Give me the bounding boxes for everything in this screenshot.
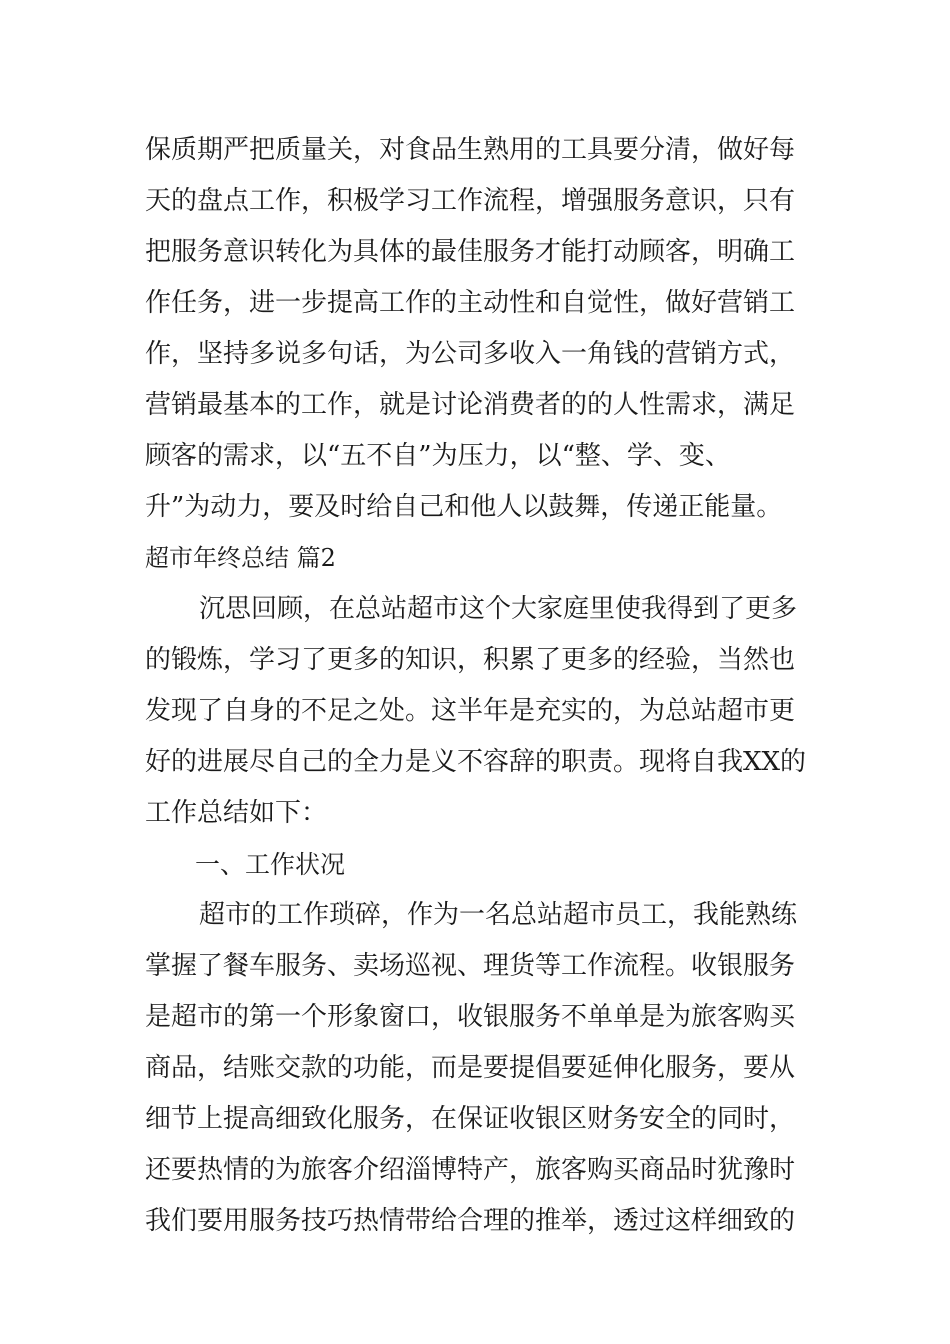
paragraph-line: 细节上提高细致化服务，在保证收银区财务安全的同时，: [145, 1104, 796, 1134]
paragraph-line: 顾客的需求，以“五不自”为压力，以“整、学、变、: [145, 441, 731, 471]
paragraph-line: 升”为动力，要及时给自己和他人以鼓舞，传递正能量。: [145, 492, 783, 522]
paragraph-line: 作任务，进一步提高工作的主动性和自觉性，做好营销工: [145, 288, 796, 318]
paragraph-line: 还要热情的为旅客介绍淄博特产，旅客购买商品时犹豫时: [145, 1155, 796, 1185]
paragraph-line: 作，坚持多说多句话，为公司多收入一角钱的营销方式，: [145, 339, 796, 369]
paragraph-line: 好的进展尽自己的全力是义不容辞的职责。现将自我XX的: [145, 747, 807, 777]
paragraph-line: 营销最基本的工作，就是讨论消费者的的人性需求，满足: [145, 390, 796, 420]
paragraph-line: 天的盘点工作，积极学习工作流程，增强服务意识，只有: [145, 186, 796, 216]
paragraph-line: 保质期严把质量关，对食品生熟用的工具要分清，做好每: [145, 135, 796, 165]
paragraph-line: 商品，结账交款的功能，而是要提倡要延伸化服务，要从: [145, 1053, 796, 1083]
subsection-title: 一、工作状况: [195, 850, 346, 879]
paragraph-line: 的锻炼，学习了更多的知识，积累了更多的经验，当然也: [145, 645, 796, 675]
section-title: 超市年终总结 篇2: [145, 544, 336, 572]
paragraph-line: 把服务意识转化为具体的最佳服务才能打动顾客，明确工: [145, 237, 796, 267]
paragraph-line: 工作总结如下：: [145, 798, 328, 828]
paragraph-line: 掌握了餐车服务、卖场巡视、理货等工作流程。收银服务: [145, 951, 796, 981]
paragraph-line: 我们要用服务技巧热情带给合理的推举，透过这样细致的: [145, 1206, 796, 1236]
paragraph-line: 超市的工作琐碎，作为一名总站超市员工，我能熟练: [199, 900, 798, 930]
paragraph-line: 沉思回顾，在总站超市这个大家庭里使我得到了更多: [199, 594, 798, 624]
paragraph-line: 是超市的第一个形象窗口，收银服务不单单是为旅客购买: [145, 1002, 796, 1032]
document-body: [145, 125, 810, 1247]
paragraph-line: 发现了自身的不足之处。这半年是充实的，为总站超市更: [145, 696, 796, 726]
